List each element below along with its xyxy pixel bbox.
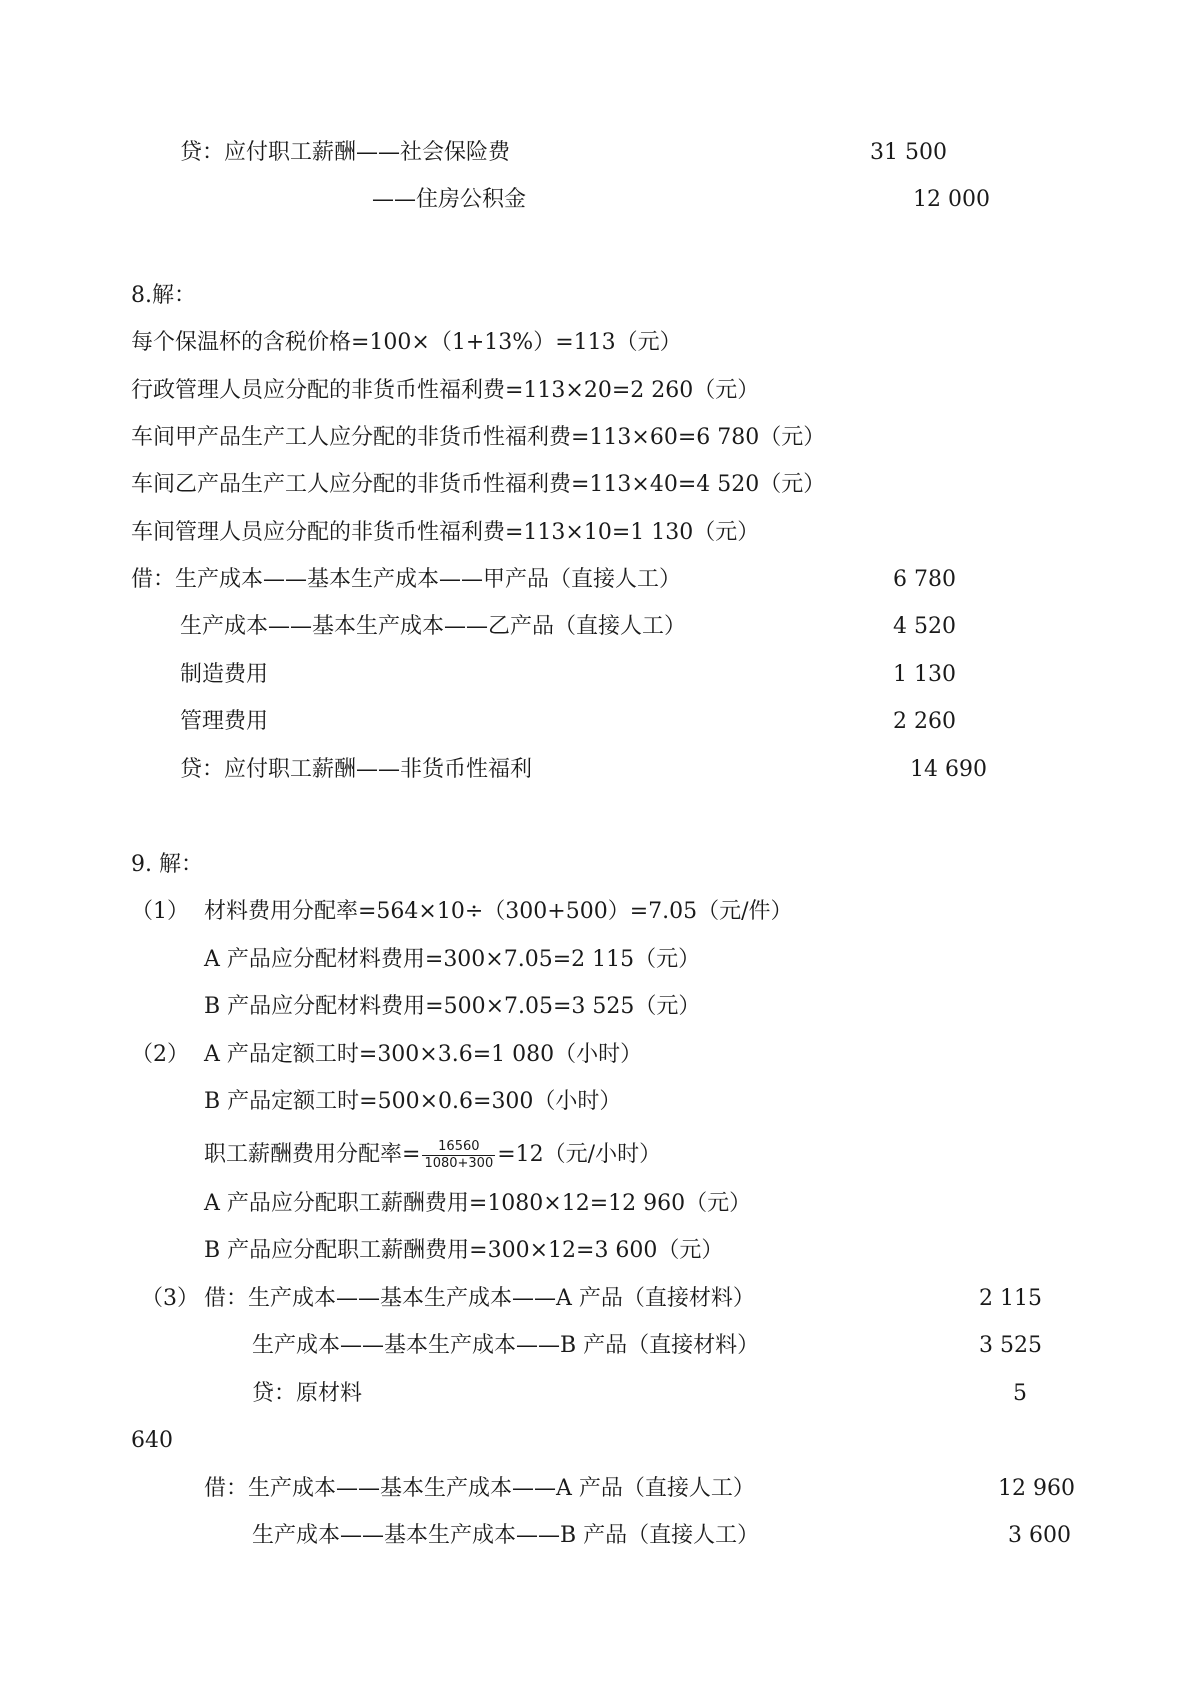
q9-calc-line: B 产品应分配职工薪酬费用=300×12=3 600（元） xyxy=(204,1238,724,1263)
q8-calc-line: 车间甲产品生产工人应分配的非货币性福利费=113×60=6 780（元） xyxy=(131,425,826,450)
entry-credit-housing-fund: ——住房公积金 xyxy=(372,187,527,212)
q9-entry-amount: 5 xyxy=(1013,1381,1027,1406)
q9-heading: 9. 解： xyxy=(131,852,203,877)
q9-entry-line: 借：生产成本——基本生产成本——A 产品（直接人工） xyxy=(204,1476,755,1501)
entry-credit-social-insurance: 贷：应付职工薪酬——社会保险费 xyxy=(180,140,511,165)
fraction-numerator: 16560 xyxy=(422,1139,495,1156)
q9-wrapped-amount: 640 xyxy=(131,1428,173,1453)
q9-part3-label: （3） xyxy=(141,1286,199,1311)
q8-entry-amount: 2 260 xyxy=(893,709,956,734)
q9-calc-line: 材料费用分配率=564×10÷（300+500）=7.05（元/件） xyxy=(204,899,793,924)
q8-calc-line: 车间乙产品生产工人应分配的非货币性福利费=113×40=4 520（元） xyxy=(131,472,826,497)
q8-entry-amount: 1 130 xyxy=(893,662,956,687)
q9-calc-line: A 产品定额工时=300×3.6=1 080（小时） xyxy=(204,1042,643,1067)
q9-calc-line: A 产品应分配材料费用=300×7.05=2 115（元） xyxy=(204,947,701,972)
q9-part1-label: （1） xyxy=(131,899,189,924)
q8-calc-line: 车间管理人员应分配的非货币性福利费=113×10=1 130（元） xyxy=(131,520,760,545)
q8-heading: 8.解： xyxy=(131,283,196,308)
q9-calc-line: B 产品定额工时=500×0.6=300（小时） xyxy=(204,1089,622,1114)
fraction-denominator: 1080+300 xyxy=(424,1155,494,1171)
q9-calc-line: B 产品应分配材料费用=500×7.05=3 525（元） xyxy=(204,994,701,1019)
q8-entry-line: 管理费用 xyxy=(180,709,269,734)
q8-entry-amount: 4 520 xyxy=(893,614,956,639)
q8-entry-line: 借：生产成本——基本生产成本——甲产品（直接人工） xyxy=(131,567,682,592)
q9-entry-line: 借：生产成本——基本生产成本——A 产品（直接材料） xyxy=(204,1286,755,1311)
q9-entry-amount: 12 960 xyxy=(998,1476,1075,1501)
q8-entry-line: 生产成本——基本生产成本——乙产品（直接人工） xyxy=(180,614,687,639)
q9-entry-line: 生产成本——基本生产成本——B 产品（直接材料） xyxy=(252,1333,760,1358)
q8-entry-line: 贷：应付职工薪酬——非货币性福利 xyxy=(180,757,533,782)
q9-entry-amount: 3 600 xyxy=(1008,1523,1071,1548)
q8-entry-amount: 14 690 xyxy=(910,757,987,782)
q8-calc-line: 每个保温杯的含税价格=100×（1+13%）=113（元） xyxy=(131,330,682,355)
q9-entry-amount: 2 115 xyxy=(979,1286,1042,1311)
q8-calc-line: 行政管理人员应分配的非货币性福利费=113×20=2 260（元） xyxy=(131,378,760,403)
entry-amount: 31 500 xyxy=(870,140,947,165)
q8-entry-line: 制造费用 xyxy=(180,662,269,687)
q9-calc-line: A 产品应分配职工薪酬费用=1080×12=12 960（元） xyxy=(204,1191,752,1216)
q9-rate-fraction xyxy=(422,1139,495,1172)
q9-part2-label: （2） xyxy=(131,1042,189,1067)
q9-entry-line: 生产成本——基本生产成本——B 产品（直接人工） xyxy=(252,1523,760,1548)
entry-amount: 12 000 xyxy=(913,187,990,212)
q9-rate-suffix: =12（元/小时） xyxy=(497,1142,662,1167)
q9-rate-prefix: 职工薪酬费用分配率= xyxy=(204,1142,421,1167)
q9-entry-line: 贷：原材料 xyxy=(252,1381,363,1406)
q9-entry-amount: 3 525 xyxy=(979,1333,1042,1358)
q9-rate-line xyxy=(204,1134,661,1176)
q8-entry-amount: 6 780 xyxy=(893,567,956,592)
